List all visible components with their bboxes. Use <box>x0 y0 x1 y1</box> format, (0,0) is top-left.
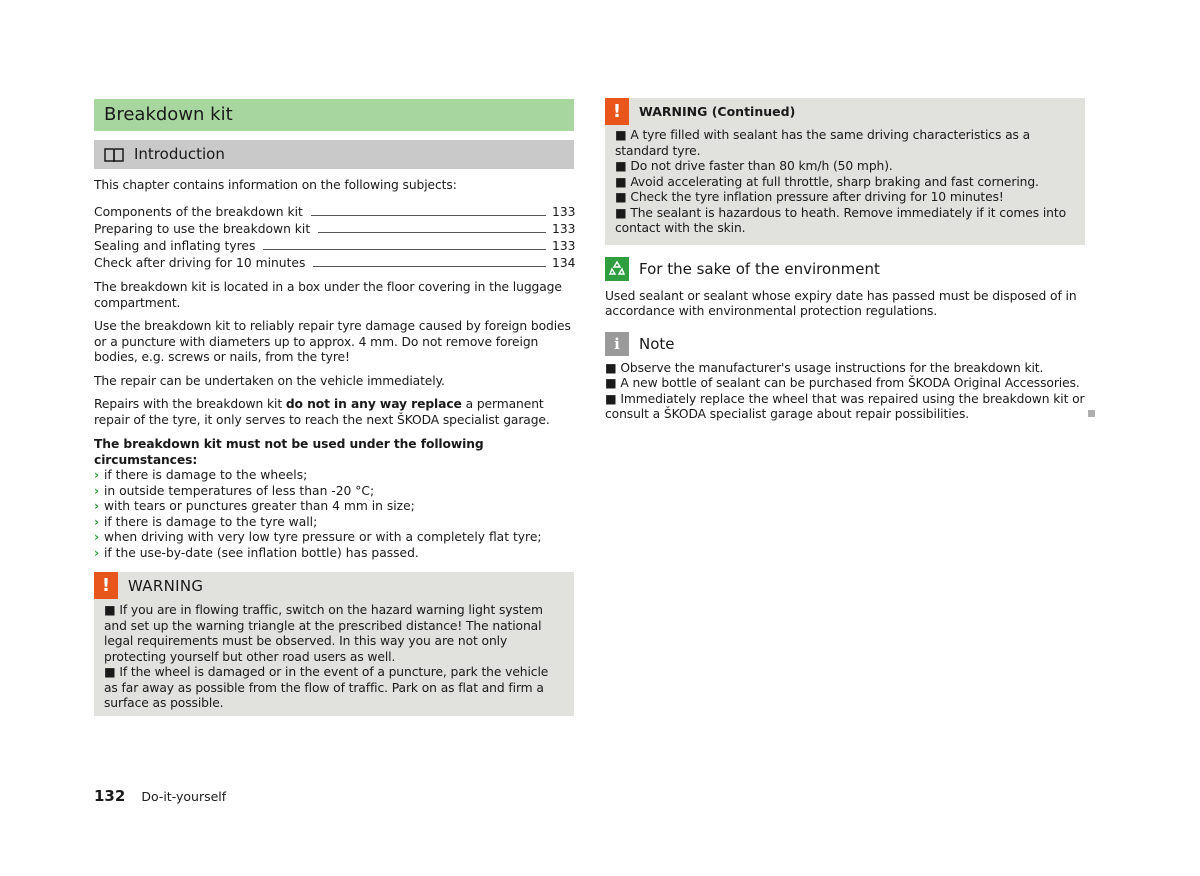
exclamation-icon: ! <box>605 98 629 125</box>
warning-box <box>94 572 574 716</box>
section-title: Introduction <box>134 145 225 163</box>
toc-title: Preparing to use the breakdown kit <box>94 221 311 236</box>
warning-header <box>94 572 564 599</box>
arrow-icon: › <box>94 499 100 514</box>
paragraph-repair: The repair can be undertaken on the vehicle immediately. <box>94 373 445 388</box>
paragraph-permanent-post: a permanent repair of the tyre, it only serves to reach the next ŠKODA specialist garage. <box>94 397 550 427</box>
note-title: Note <box>639 334 675 353</box>
warning-item: ■ A tyre filled with sealant has the same driving characteristics as a standard tyre. <box>615 128 1031 158</box>
warning-item: ■ Do not drive faster than 80 km/h (50 mph). <box>615 159 893 173</box>
list-item <box>94 484 574 500</box>
note-item: ■ Observe the manufacturer's usage instructions for the breakdown kit. <box>605 360 1044 375</box>
page-number: 132 <box>94 787 126 805</box>
note-item: ■ A new bottle of sealant can be purchased from ŠKODA Original Accessories. <box>605 376 1080 390</box>
toc-title: Check after driving for 10 minutes <box>94 256 306 271</box>
end-mark <box>1088 410 1095 417</box>
right-column <box>605 98 1085 423</box>
info-icon: i <box>605 332 629 356</box>
list-item <box>94 546 574 562</box>
warning-continued-title: WARNING (Continued) <box>639 104 796 119</box>
intro-text: This chapter contains information on the following subjects: <box>94 178 457 192</box>
note-item: ■ Immediately replace the wheel that was repaired using the breakdown kit or consult a ŠKODA specialist garage about repair possibilities. <box>605 391 1085 421</box>
toc-page: 134 <box>552 256 576 271</box>
circumstances-title: The breakdown kit must not be used under the following circumstances: <box>94 437 484 467</box>
list-item-text: if there is damage to the tyre wall; <box>104 514 318 529</box>
warning-continued-header <box>605 98 1075 125</box>
footer-section: Do-it-yourself <box>141 789 227 804</box>
warning-item: ■ Check the tyre inflation pressure after driving for 10 minutes! <box>615 190 1004 204</box>
note-body <box>605 361 1085 423</box>
toc-leader <box>318 232 546 233</box>
list-item-text: if the use-by-date (see inflation bottle) has passed. <box>104 545 419 560</box>
warning-continued-body <box>615 125 1075 237</box>
paragraph-location: The breakdown kit is located in a box under the floor covering in the luggage compartment. <box>94 280 562 310</box>
environment-header <box>605 257 1085 281</box>
list-item-text: if there is damage to the wheels; <box>104 468 308 483</box>
toc-title: Sealing and inflating tyres <box>94 238 256 253</box>
toc-leader <box>263 249 546 250</box>
toc-title: Components of the breakdown kit <box>94 204 303 219</box>
arrow-icon: › <box>94 530 100 545</box>
list-item-text: in outside temperatures of less than -20 °C; <box>104 483 375 498</box>
section-header <box>94 140 574 169</box>
warning-item: ■ The sealant is hazardous to heath. Remove immediately if it comes into contact with the skin. <box>615 205 1066 235</box>
arrow-icon: › <box>94 514 100 529</box>
recycle-icon <box>605 257 629 281</box>
list-item-text: with tears or punctures greater than 4 mm in size; <box>104 499 415 514</box>
warning-body <box>104 599 564 712</box>
circumstances-list <box>94 468 574 561</box>
chapter-title: Breakdown kit <box>94 99 574 131</box>
warning-title: WARNING <box>128 576 204 595</box>
warning-item: ■ If the wheel is damaged or in the event of a puncture, park the vehicle as far away as possible from the flow of traffic. Park on as flat and firm a surface as possible. <box>104 665 549 711</box>
arrow-icon: › <box>94 545 100 560</box>
list-item <box>94 515 574 531</box>
paragraph-permanent-bold: do not in any way replace <box>285 397 462 412</box>
toc-page: 133 <box>552 238 576 253</box>
toc-leader <box>311 215 546 216</box>
warning-item: ■ Avoid accelerating at full throttle, sharp braking and fast cornering. <box>615 174 1039 189</box>
list-item <box>94 530 574 546</box>
toc-page: 133 <box>552 221 576 236</box>
environment-title: For the sake of the environment <box>639 259 880 278</box>
paragraph-permanent <box>94 397 574 428</box>
warning-continued-box <box>605 98 1085 245</box>
list-item-text: when driving with very low tyre pressure or with a completely flat tyre; <box>104 530 542 545</box>
arrow-icon: › <box>94 468 100 483</box>
arrow-icon: › <box>94 483 100 498</box>
note-header <box>605 332 1085 356</box>
environment-text: Used sealant or sealant whose expiry date has passed must be disposed of in accordance with environmental protection regulations. <box>605 288 1077 318</box>
toc-row[interactable] <box>94 238 574 255</box>
list-item <box>94 468 574 484</box>
warning-item: ■ If you are in flowing traffic, switch on the hazard warning light system and set up the warning triangle at the prescribed distance! The national legal requirements must be observed. In this way you are not only protecting yourself but other road users as well. <box>104 603 543 664</box>
toc-page: 133 <box>552 204 576 219</box>
left-column <box>94 99 574 716</box>
page-footer <box>94 787 226 805</box>
toc-row[interactable] <box>94 255 574 272</box>
toc-row[interactable] <box>94 204 574 221</box>
toc-row[interactable] <box>94 221 574 238</box>
toc-leader <box>313 266 546 267</box>
paragraph-permanent-pre: Repairs with the breakdown kit <box>94 397 286 412</box>
table-of-contents <box>94 204 574 273</box>
list-item <box>94 499 574 515</box>
paragraph-usage: Use the breakdown kit to reliably repair tyre damage caused by foreign bodies or a puncture with diameters up to approx. 4 mm. Do not remove foreign bodies, e.g. screws or nails, from the tyre! <box>94 319 571 365</box>
exclamation-icon: ! <box>94 572 118 599</box>
book-icon <box>104 147 124 163</box>
